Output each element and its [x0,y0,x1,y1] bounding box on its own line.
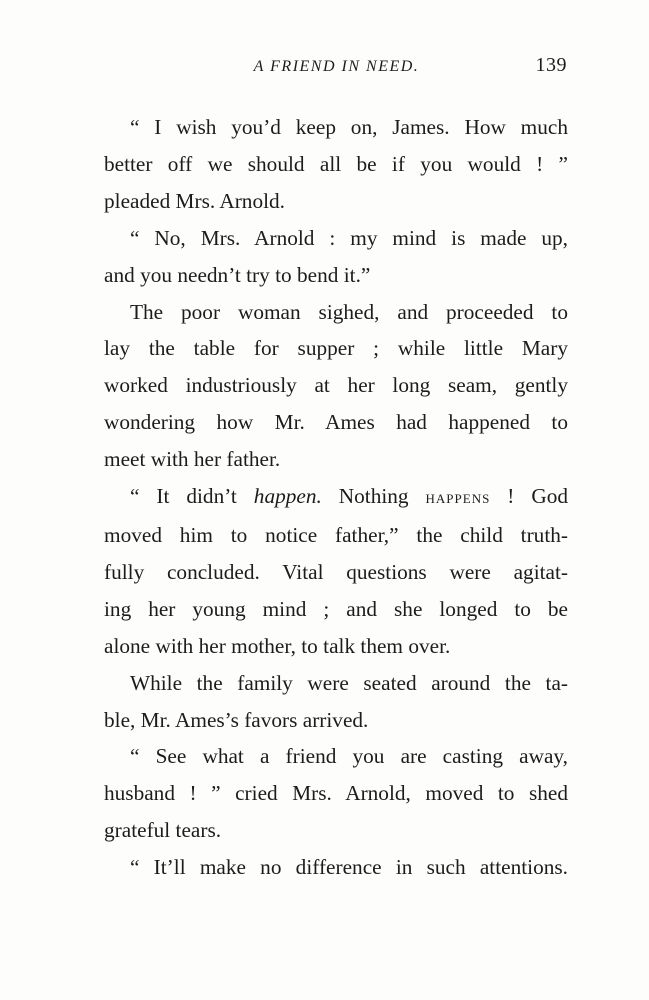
italic-emphasis: happen. [253,484,322,509]
body-text [104,109,568,886]
text-line: moved him to notice father,” the child truth- [104,522,568,547]
running-head [104,54,569,82]
text-line: better off we should all be if you would ! ” [104,151,568,176]
text-line: While the family were seated around the ta- [130,670,568,695]
text-line: ing her young mind ; and she longed to be [104,596,568,621]
text-line: lay the table for supper ; while little Mary [104,336,568,361]
paragraph-2 [104,220,568,294]
text-line: “ No, Mrs. Arnold : my mind is made up, [130,225,568,250]
text-line: fully concluded. Vital questions were agitat- [104,559,568,584]
text-run: “ It didn’t [130,484,254,509]
paragraph-7 [104,849,568,886]
paragraph-6 [104,738,568,849]
page-number: 139 [535,54,567,76]
text-run: Nothing [321,484,426,509]
text-line: “ See what a friend you are casting away, [130,744,568,769]
text-line: alone with her mother, to talk them over. [104,633,451,658]
small-caps-emphasis: happens [425,487,491,509]
text-line: ble, Mr. Ames’s favors arrived. [104,707,369,732]
text-line: grateful tears. [104,818,222,843]
text-line: husband ! ” cried Mrs. Arnold, moved to shed [104,781,568,806]
text-line: worked industriously at her long seam, gently [104,373,568,398]
paragraph-1 [104,109,568,220]
paragraph-3 [104,294,568,479]
text-run: ! God [490,484,568,509]
text-line: pleaded Mrs. Arnold. [104,188,285,213]
paragraph-4 [104,478,568,665]
text-line: “ I wish you’d keep on, James. How much [130,115,568,139]
text-line: “ It’ll make no difference in such attentions. [130,855,568,880]
text-line: The poor woman sighed, and proceeded to [130,299,568,324]
text-line: and you needn’t try to bend it.” [104,262,371,287]
paragraph-5 [104,665,568,739]
text-line [104,478,568,517]
text-line: wondering how Mr. Ames had happened to [104,410,568,435]
running-title: A FRIEND IN NEED. [253,58,420,75]
text-line: meet with her father. [104,447,281,472]
